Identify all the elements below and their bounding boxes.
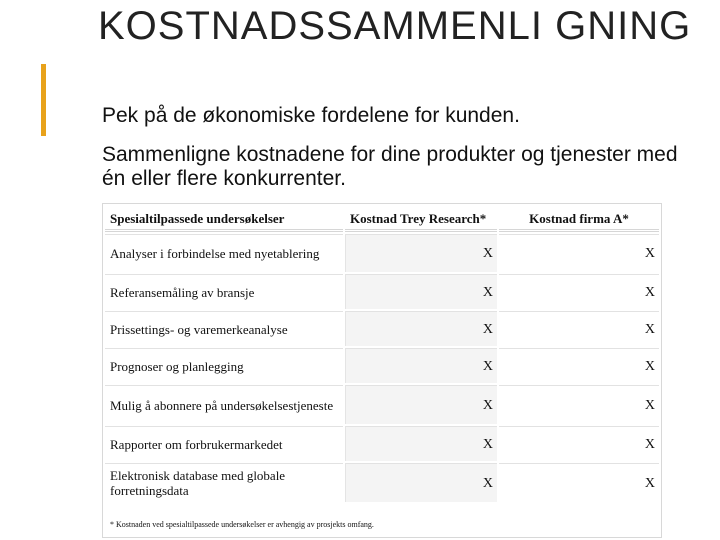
bullet-1: Pek på de økonomiske fordelene for kunden. — [102, 104, 520, 127]
table-header-row — [105, 206, 659, 232]
table-row — [105, 348, 659, 383]
bullet-2: Sammenligne kostnadene for dine produkter og tjenester med én eller flere konkurrenter. — [102, 143, 678, 190]
trey-cost-cell: X — [345, 311, 497, 346]
cost-comparison-table — [102, 203, 662, 538]
trey-cost-cell: X — [345, 348, 497, 383]
table-row — [105, 274, 659, 309]
service-cell: Elektronisk database med globale forretningsdata — [105, 463, 343, 502]
service-cell: Referansemåling av bransje — [105, 274, 343, 309]
service-cell: Analyser i forbindelse med nyetablering — [105, 234, 343, 272]
firma-a-cost-cell: X — [499, 463, 659, 502]
header-cost-trey: Kostnad Trey Research* — [345, 206, 497, 232]
service-cell: Prissettings- og varemerkeanalyse — [105, 311, 343, 346]
table-row — [105, 311, 659, 346]
service-cell: Prognoser og planlegging — [105, 348, 343, 383]
header-services: Spesialtilpassede undersøkelser — [105, 206, 343, 232]
table-row — [105, 426, 659, 461]
table-row — [105, 234, 659, 272]
firma-a-cost-cell: X — [499, 385, 659, 424]
title-accent-bar — [41, 64, 46, 136]
firma-a-cost-cell: X — [499, 274, 659, 309]
trey-cost-cell: X — [345, 463, 497, 502]
firma-a-cost-cell: X — [499, 234, 659, 272]
header-cost-firma-a: Kostnad firma A* — [499, 206, 659, 232]
trey-cost-cell: X — [345, 274, 497, 309]
firma-a-cost-cell: X — [499, 426, 659, 461]
table-footnote-row — [105, 504, 659, 535]
firma-a-cost-cell: X — [499, 311, 659, 346]
service-cell: Mulig å abonnere på undersøkelsestjeneste — [105, 385, 343, 424]
service-cell: Rapporter om forbrukermarkedet — [105, 426, 343, 461]
table-footnote: * Kostnaden ved spesialtilpassede undersøkelser er avhengig av prosjekts omfang. — [105, 504, 659, 535]
trey-cost-cell: X — [345, 234, 497, 272]
trey-cost-cell: X — [345, 385, 497, 424]
table-row — [105, 463, 659, 502]
trey-cost-cell: X — [345, 426, 497, 461]
slide-title: KOSTNADSSAMMENLI GNING — [98, 4, 692, 48]
table-row — [105, 385, 659, 424]
firma-a-cost-cell: X — [499, 348, 659, 383]
